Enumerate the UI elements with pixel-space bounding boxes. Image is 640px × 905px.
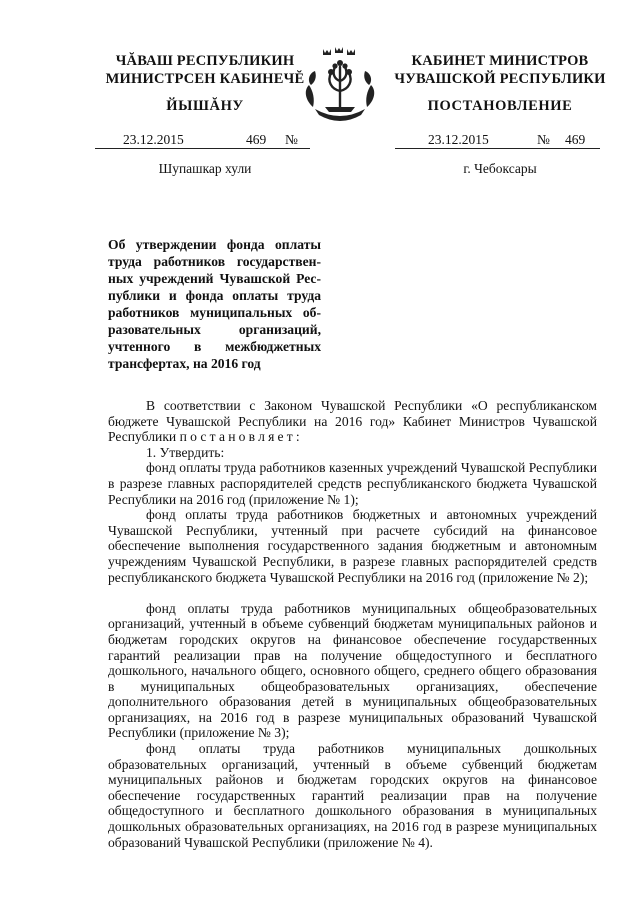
- left-city: Шупашкар хули: [158, 161, 252, 176]
- paragraph-2: фонд оплаты труда работников бюджетных и автономных учреждений Чувашской Республики, учтенный при расчете субсидий на финансовое обеспечение выполнения государственного задания бюджетным и автономным учреждениям Чувашской Республики, в разрезе главных распорядителей средств республиканского бюджета Чувашской Республики на 2016 год (приложение № 2);: [108, 507, 597, 585]
- subject-line: разовательных организаций,: [108, 322, 321, 337]
- subject-line: трансфертах, на 2016 год: [108, 356, 261, 371]
- right-doc-type: ПОСТАНОВЛЕНИЕ: [427, 98, 573, 114]
- item-1: 1. Утвердить:: [146, 444, 225, 460]
- left-header-line1: ЧĂВАШ РЕСПУБЛИКИН: [115, 53, 295, 69]
- subject-line: учтенного в межбюджетных: [108, 339, 321, 354]
- left-date-number-line: [95, 132, 310, 149]
- preamble-text: В соответствии с Законом Чувашской Республики «О республиканском бюджете Чувашской Республики на 2016 год» Кабинет Министров Чувашской Республики: [108, 398, 597, 445]
- left-header-line2: МИНИСТРСЕН КАБИНЕЧĔ: [105, 71, 305, 87]
- right-city: г. Чебоксары: [463, 161, 537, 176]
- left-doc-type: ЙЫШĂНУ: [166, 98, 244, 114]
- left-number: 469: [246, 132, 267, 147]
- subject-line: Об утверждении фонда оплаты: [108, 237, 321, 252]
- document-body: [108, 398, 597, 850]
- emblem-icon: [301, 45, 379, 121]
- subject-line: ных учреждений Чувашской Рес-: [108, 271, 321, 286]
- right-header-org: [385, 52, 615, 88]
- document-subject: [108, 236, 321, 372]
- right-number-sign: №: [537, 132, 550, 147]
- preamble-paragraph: [108, 398, 597, 445]
- right-date: 23.12.2015: [428, 132, 489, 147]
- subject-line: работников муниципальных об-: [108, 305, 321, 320]
- right-header-line2: ЧУВАШСКОЙ РЕСПУБЛИКИ: [394, 71, 606, 87]
- right-number: 469: [565, 132, 586, 147]
- paragraph-4: фонд оплаты труда работников муниципальных дошкольных образовательных организаций, учтенный в объеме субвенций бюджетам муниципальных районов и бюджетам городских округов на финансовое обеспечение государственных гарантий реализации прав на получение общедоступного и бесплатного дошкольного образования в муниципальных дошкольных образовательных организациях, на 2016 год в разрезе муниципальных образований Чувашской Республики (приложение № 4).: [108, 741, 597, 850]
- left-header-org: [95, 52, 315, 88]
- left-date: 23.12.2015: [123, 132, 184, 147]
- subject-line: публики и фонда оплаты труда: [108, 288, 321, 303]
- left-number-sign: №: [285, 132, 298, 147]
- paragraph-3: фонд оплаты труда работников муниципальных общеобразовательных организаций, учтенный в объеме субвенций бюджетам муниципальных районов и бюджетам городских округов на финансовое обеспечение государственных гарантий реализации прав на получение общедоступного и бесплатного дошкольного, начального общего, основного общего, среднего общего образования в муниципальных общеобразовательных организациях, обеспечение дополнительного образования детей в муниципальных общеобразовательных организациях, на 2016 год в разрезе муниципальных образований Чувашской Республики (приложение № 3);: [108, 600, 597, 741]
- right-header-line1: КАБИНЕТ МИНИСТРОВ: [411, 53, 589, 69]
- paragraph-1: фонд оплаты труда работников казенных учреждений Чувашской Республики в разрезе главных распорядителей средств республиканского бюджета Чувашской Республики на 2016 год (приложение № 1);: [108, 460, 597, 507]
- subject-line: труда работников государствен-: [108, 254, 321, 269]
- right-date-number-line: [395, 132, 600, 149]
- decree-word: постановляет:: [179, 429, 303, 445]
